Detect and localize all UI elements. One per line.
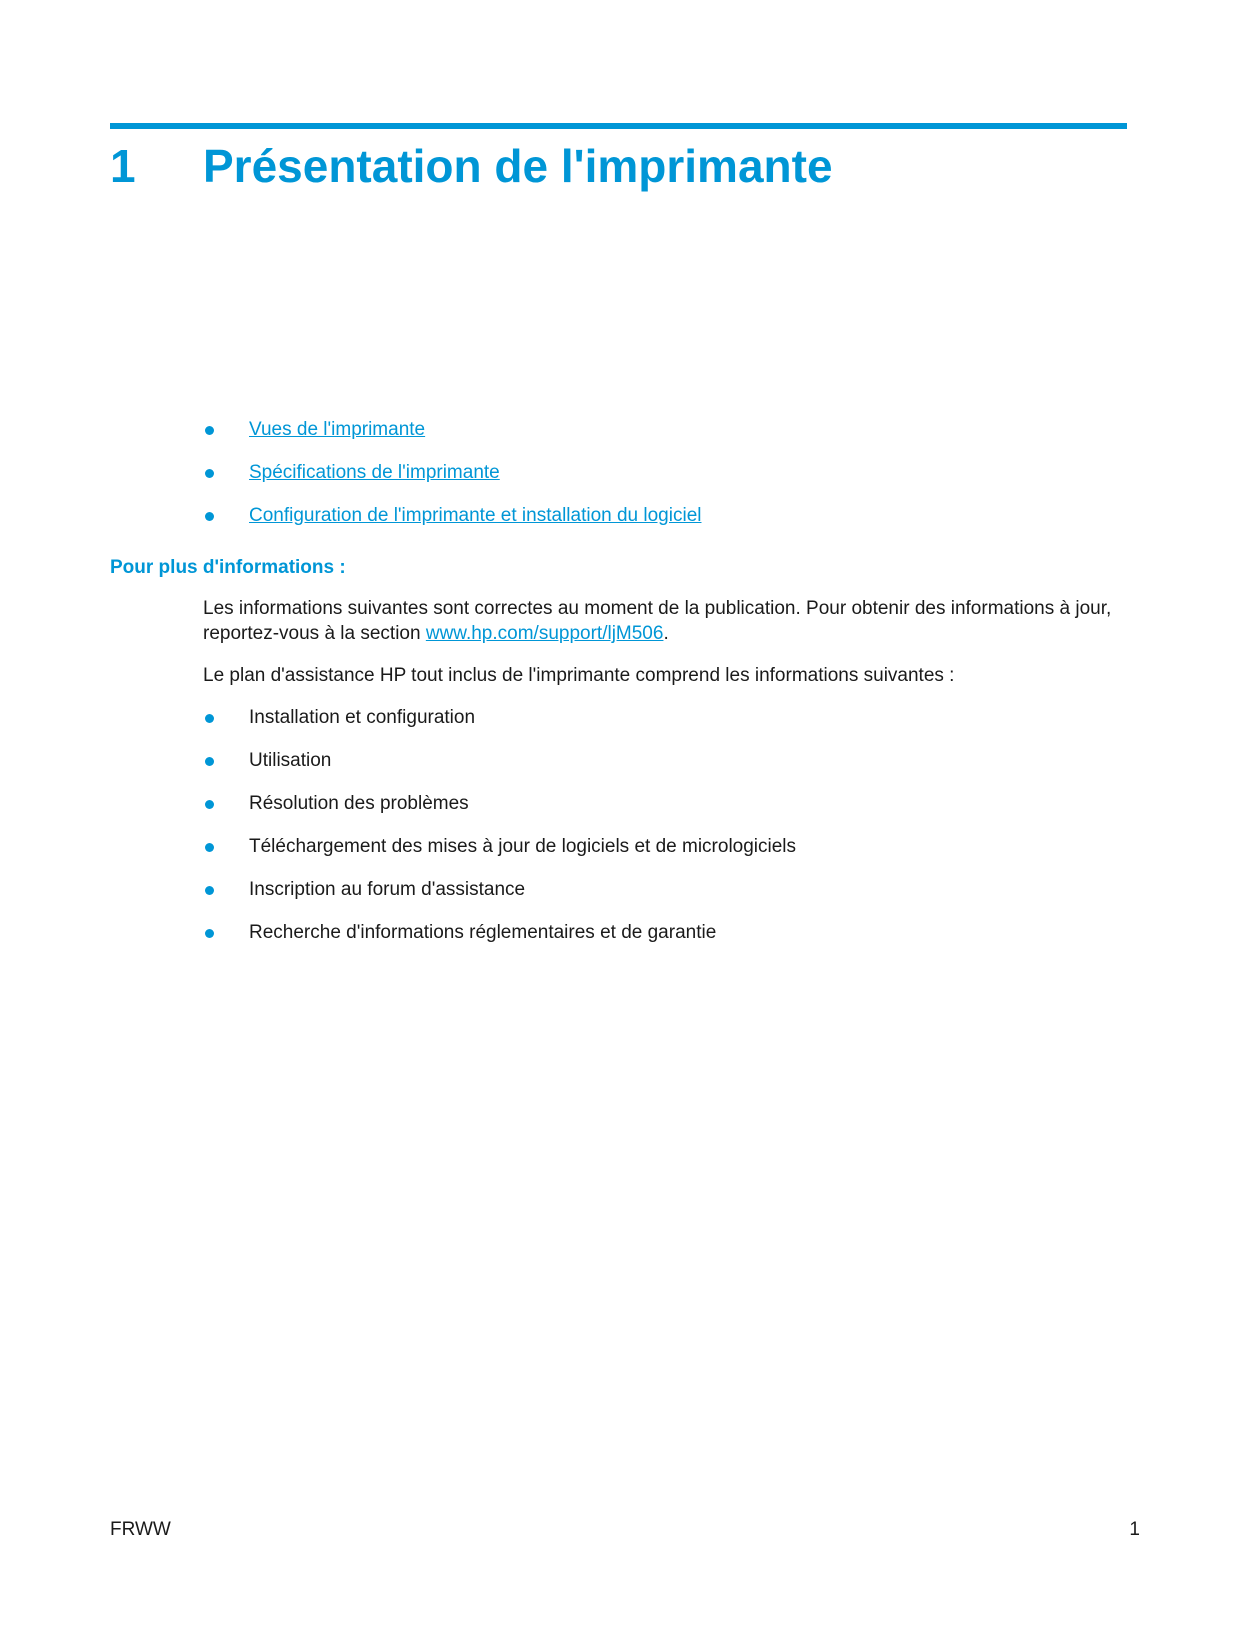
toc-item <box>203 417 701 443</box>
intro-paragraph <box>203 596 1128 646</box>
plan-item <box>203 834 796 860</box>
bullet-icon <box>205 714 214 723</box>
page-number: 1 <box>1129 1519 1140 1540</box>
toc-link-printer-setup[interactable]: Configuration de l'imprimante et installation du logiciel <box>249 505 702 526</box>
bullet-icon <box>205 757 214 766</box>
plan-item <box>203 920 796 946</box>
plan-item-label: Installation et configuration <box>249 707 476 728</box>
chapter-rule <box>110 123 1127 129</box>
bullet-icon <box>205 800 214 809</box>
toc-link-printer-views[interactable]: Vues de l'imprimante <box>249 419 426 440</box>
bullet-icon <box>205 512 214 521</box>
plan-item-label: Téléchargement des mises à jour de logiciels et de micrologiciels <box>249 836 797 857</box>
footer-locale-code: FRWW <box>110 1519 171 1540</box>
plan-item-label: Inscription au forum d'assistance <box>249 879 526 900</box>
bullet-icon <box>205 843 214 852</box>
support-link[interactable]: www.hp.com/support/ljM506 <box>425 623 664 644</box>
bullet-icon <box>205 426 214 435</box>
chapter-number: 1 <box>110 140 136 192</box>
toc-link-printer-specifications[interactable]: Spécifications de l'imprimante <box>249 462 500 483</box>
plan-item-label: Utilisation <box>249 750 332 771</box>
plan-item <box>203 791 796 817</box>
plan-intro-paragraph: Le plan d'assistance HP tout inclus de l'imprimante comprend les informations suivantes : <box>203 665 955 686</box>
plan-feature-list <box>203 705 796 963</box>
bullet-icon <box>205 469 214 478</box>
chapter-toc-list <box>203 417 701 546</box>
toc-item <box>203 460 701 486</box>
chapter-title: Présentation de l'imprimante <box>203 140 833 192</box>
bullet-icon <box>205 929 214 938</box>
plan-item <box>203 705 796 731</box>
plan-item <box>203 748 796 774</box>
intro-suffix: . <box>663 623 669 644</box>
plan-item-label: Résolution des problèmes <box>249 793 469 814</box>
intro-text: Les informations suivantes sont correctes au moment de la publication. Pour obtenir des informations à jour, reportez-vous à la section <box>203 598 1112 644</box>
bullet-icon <box>205 886 214 895</box>
toc-item <box>203 503 701 529</box>
section-heading: Pour plus d'informations : <box>110 557 346 578</box>
plan-item-label: Recherche d'informations réglementaires et de garantie <box>249 922 717 943</box>
plan-item <box>203 877 796 903</box>
